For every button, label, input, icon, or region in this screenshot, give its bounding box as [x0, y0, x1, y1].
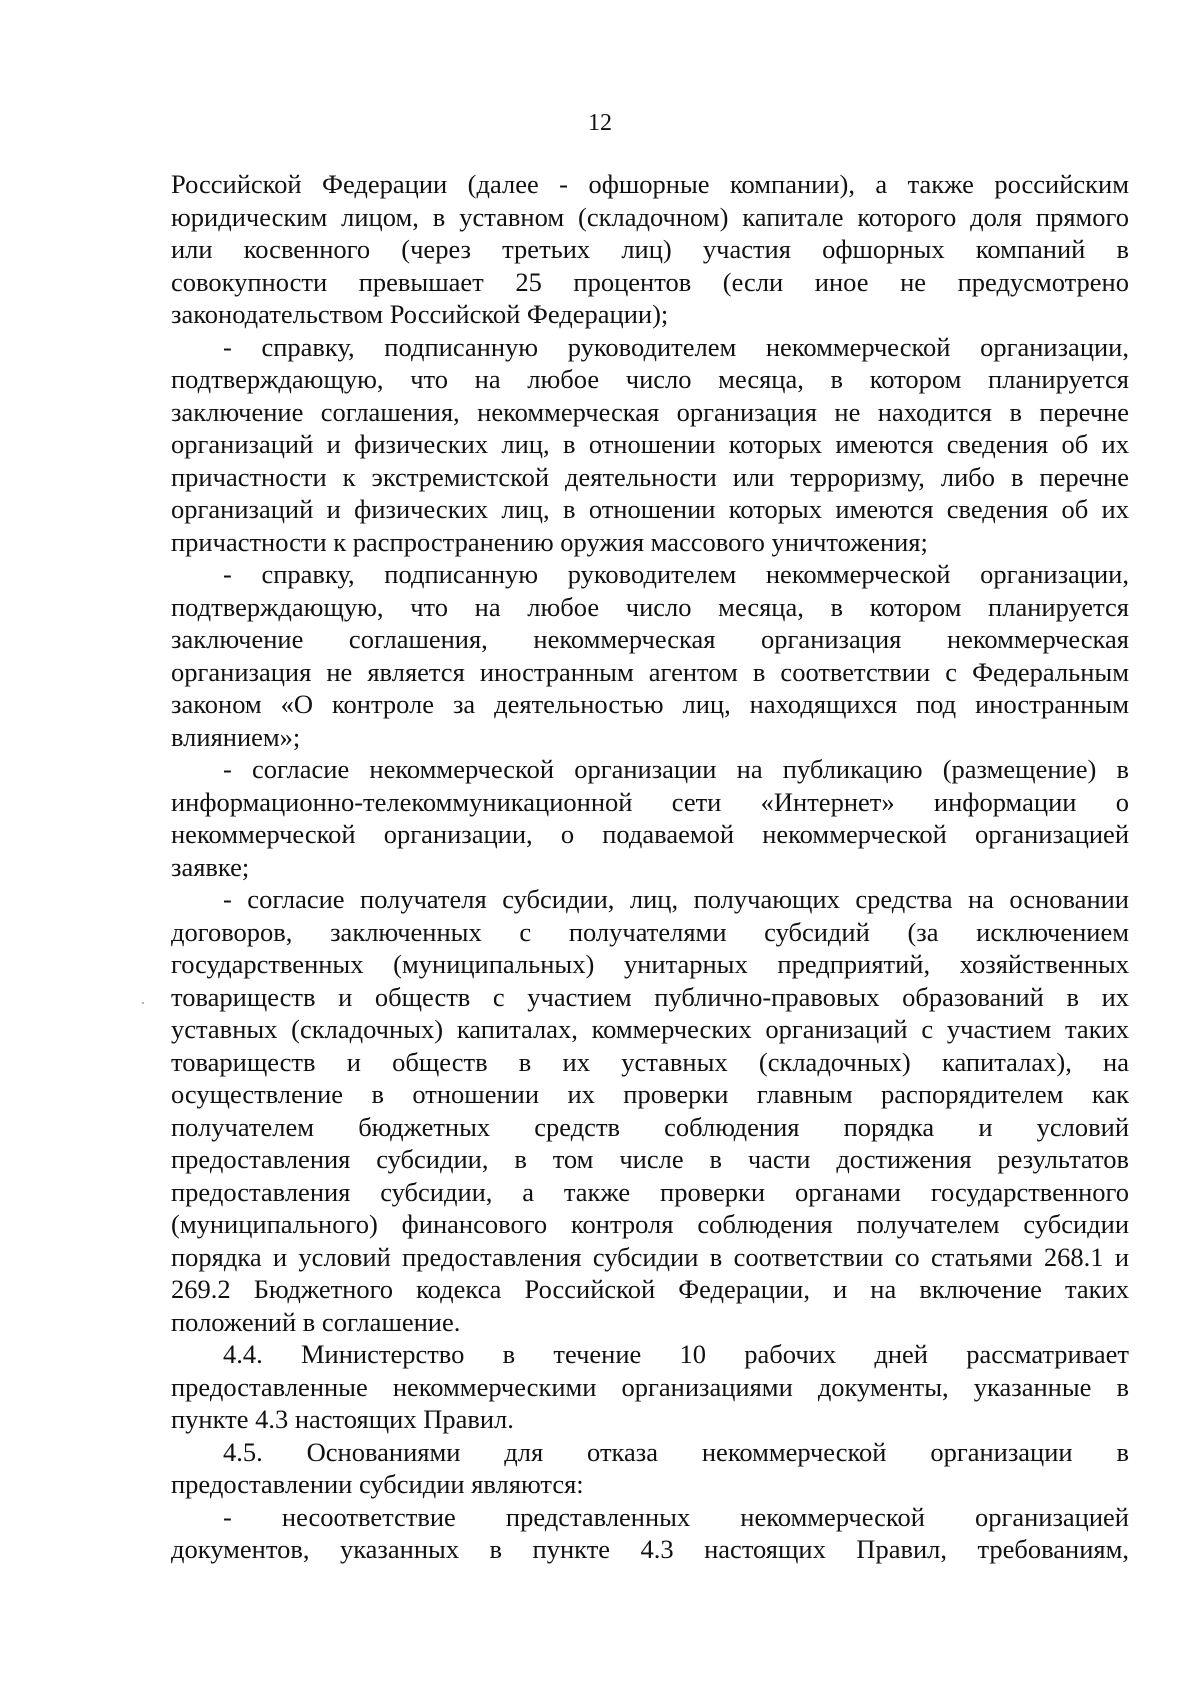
text-line: - справку, подписанную руководителем некоммерческой организации,	[223, 559, 1129, 589]
text-line: предоставлении субсидии являются:	[171, 1469, 584, 1499]
text-line: положений в соглашение.	[171, 1306, 461, 1337]
text-line: пункте 4.3 настоящих Правил.	[171, 1404, 514, 1434]
text-line: информационно-телекоммуникационной сети «Интернет» информации о	[171, 786, 1129, 817]
text-line: порядка и условий предоставления субсидии в соответствии со статьями 268.1 и	[171, 1241, 1129, 1272]
text-line: государственных (муниципальных) унитарных предприятий, хозяйственных	[171, 949, 1129, 979]
text-line: договоров, заключенных с получателями субсидий (за исключением	[171, 916, 1129, 947]
text-line: заключение соглашения, некоммерческая организация не находится в перечне	[171, 396, 1129, 427]
text-line: предоставления субсидии, а также проверки органами государственного	[171, 1176, 1129, 1207]
text-line: заключение соглашения, некоммерческая организация некоммерческая	[171, 624, 1129, 654]
page-number: 12	[588, 110, 612, 136]
text-line: причастности к экстремистской деятельности или терроризму, либо в перечне	[171, 461, 1129, 492]
text-line: - согласие некоммерческой организации на публикацию (размещение) в	[223, 754, 1129, 784]
text-line: 4.5. Основаниями для отказа некоммерческой организации в	[223, 1436, 1129, 1467]
scan-artifact-dot	[142, 1002, 144, 1004]
text-line: (муниципального) финансового контроля соблюдения получателем субсидии	[171, 1209, 1129, 1239]
text-line: законодательством Российской Федерации);	[171, 299, 669, 329]
text-line: осуществление в отношении их проверки главным распорядителем как	[171, 1079, 1129, 1109]
text-line: предоставленные некоммерческими организациями документы, указанные в	[171, 1371, 1129, 1402]
text-line: товариществ и обществ с участием публично-правовых образований в их	[171, 981, 1129, 1012]
text-line: подтверждающую, что на любое число месяца, в котором планируется	[171, 591, 1129, 622]
text-line: подтверждающую, что на любое число месяца, в котором планируется	[171, 364, 1129, 394]
text-line: документов, указанных в пункте 4.3 настоящих Правил, требованиям,	[171, 1534, 1129, 1564]
text-line: организация не является иностранным агентом в соответствии с Федеральным	[171, 656, 1129, 687]
text-line: некоммерческой организации, о подаваемой некоммерческой организацией	[171, 819, 1129, 849]
text-line: получателем бюджетных средств соблюдения порядка и условий	[171, 1111, 1129, 1142]
text-line: совокупности превышает 25 процентов (если иное не предусмотрено	[171, 266, 1129, 297]
text-line: Российской Федерации (далее - офшорные компании), а также российским	[171, 169, 1129, 199]
text-line: 4.4. Министерство в течение 10 рабочих дней рассматривает	[223, 1339, 1129, 1369]
text-line: заявке;	[171, 851, 250, 882]
text-line: организаций и физических лиц, в отношении которых имеются сведения об их	[171, 494, 1129, 524]
text-line: - справку, подписанную руководителем некоммерческой организации,	[223, 331, 1129, 362]
text-line: предоставления субсидии, в том числе в части достижения результатов	[171, 1144, 1129, 1174]
text-line: влиянием»;	[171, 721, 301, 752]
text-line: причастности к распространению оружия массового уничтожения;	[171, 526, 928, 557]
text-line: организаций и физических лиц, в отношении которых имеются сведения об их	[171, 429, 1129, 459]
document-body	[171, 168, 1129, 1566]
text-line: уставных (складочных) капиталах, коммерческих организаций с участием таких	[171, 1014, 1129, 1044]
text-line: - согласие получателя субсидии, лиц, получающих средства на основании	[223, 884, 1129, 914]
text-line: 269.2 Бюджетного кодекса Российской Федерации, и на включение таких	[171, 1274, 1129, 1304]
text-line: законом «О контроле за деятельностью лиц, находящихся под иностранным	[171, 689, 1129, 719]
text-line: товариществ и обществ в их уставных (складочных) капиталах), на	[171, 1046, 1129, 1077]
text-line: - несоответствие представленных некоммерческой организацией	[223, 1501, 1129, 1532]
text-line: или косвенного (через третьих лиц) участия офшорных компаний в	[171, 234, 1129, 264]
text-line: юридическим лицом, в уставном (складочном) капитале которого доля прямого	[171, 201, 1129, 232]
